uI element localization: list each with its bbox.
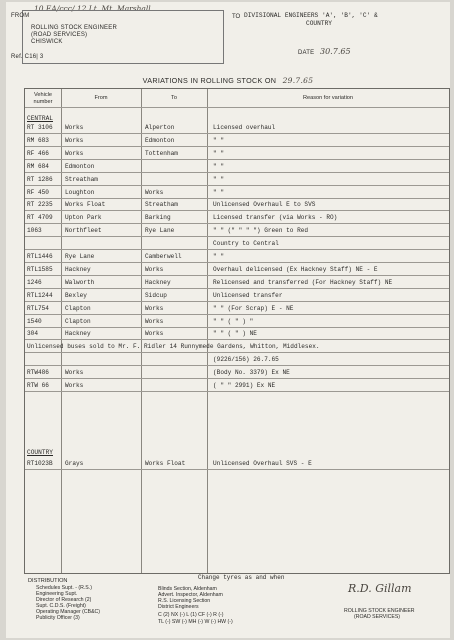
cell-reason: " " — [213, 162, 224, 170]
signature-title-1: ROLLING STOCK ENGINEER — [344, 608, 415, 614]
cell-from: Clapton — [65, 304, 91, 312]
cell-reason: ( " " 2991) Ex NE — [213, 382, 276, 389]
cell-from: Rye Lane — [65, 253, 95, 260]
header-from: From — [94, 95, 108, 101]
cell-to: Works — [145, 330, 164, 338]
cell-reason: (Body No. 3379) Ex NE — [213, 369, 290, 377]
distribution-left-2: Engineering Supt. — [36, 591, 78, 597]
table-row — [25, 368, 449, 378]
row-rule — [25, 378, 449, 379]
cell-from: Works — [65, 382, 84, 389]
row-rule — [25, 223, 449, 224]
table-row — [25, 355, 449, 365]
row-rule — [25, 185, 449, 186]
cell-vehicle: RTL1446 — [27, 253, 53, 260]
section-title-central: CENTRAL — [27, 115, 53, 122]
cell-to: Works — [145, 317, 164, 325]
cell-to: Works Float — [145, 460, 186, 467]
table-row — [25, 200, 449, 210]
cell-reason: " " — [213, 188, 224, 196]
signature-title-2: (ROAD SERVICES) — [354, 614, 401, 620]
cell-from: Works — [65, 124, 84, 131]
row-rule — [25, 301, 449, 302]
cell-vehicle: 1063 — [27, 227, 42, 235]
title-prefix: VARIATIONS IN ROLLING STOCK ON — [142, 76, 277, 85]
date-value: 30.7.65 — [320, 47, 351, 56]
cell-from: Works — [65, 136, 84, 144]
cell-from: Clapton — [65, 317, 91, 325]
from-line-3: CHISWICK — [31, 39, 63, 45]
cell-to: Streatham — [145, 201, 178, 209]
cell-reason: " " — [213, 253, 224, 260]
cell-reason: (9226/156) 26.7.65 — [213, 356, 279, 364]
cell-reason: " " — [213, 175, 224, 183]
cell-vehicle: RF 450 — [27, 188, 49, 196]
cell-reason: Overhaul delicensed (Ex Hackney Staff) NE - E — [213, 265, 378, 273]
row-rule — [25, 172, 449, 173]
cell-from: Walworth — [65, 278, 95, 286]
header-divider — [25, 107, 449, 108]
to-label: TO — [232, 14, 241, 20]
distribution-left-6: Publicity Officer (3) — [36, 615, 80, 621]
cell-from: Works — [65, 369, 84, 377]
cell-to: Alperton — [145, 124, 175, 131]
cell-reason: Licensed overhaul — [213, 124, 276, 131]
row-rule — [25, 314, 449, 315]
cell-vehicle: RF 466 — [27, 149, 49, 157]
row-rule — [25, 198, 449, 199]
row-rule — [25, 210, 449, 211]
cell-vehicle: RM 683 — [27, 136, 49, 144]
cell-reason: " " — [213, 136, 224, 144]
cell-to: Works — [145, 304, 164, 312]
distribution-mid-3: R.S. Licensing Section — [158, 598, 211, 604]
table-row — [25, 278, 449, 288]
row-rule — [25, 339, 449, 340]
from-line-2: (ROAD SERVICES) — [31, 32, 88, 38]
table-row — [25, 213, 449, 223]
distribution-title: DISTRIBUTION — [28, 578, 68, 584]
row-rule — [25, 391, 449, 392]
handwritten-reference: 10 EA/ccc/ 12 Lt. Mt. Marshall — [34, 4, 151, 13]
distribution-left-3: Director of Research (2) — [36, 597, 92, 603]
cell-reason: Unlicensed transfer — [213, 291, 283, 299]
cell-vehicle: RT1023B — [27, 460, 53, 467]
ref-number: Ref. C16| 3 — [11, 54, 44, 60]
cell-from: Edmonton — [65, 162, 95, 170]
cell-to: Edmonton — [145, 136, 175, 144]
cell-vehicle: Unlicensed buses sold to Mr. F. Ridler 14 Runnymede Gardens, Whitton, Middlesex. — [27, 343, 320, 351]
table-row — [25, 342, 449, 352]
cell-vehicle: 1246 — [27, 278, 42, 286]
cell-vehicle: RTL1244 — [27, 291, 53, 299]
table-row — [25, 329, 449, 339]
title-date: 29.7.65 — [282, 76, 314, 85]
header-vehicle: Vehicle number — [33, 92, 53, 105]
distribution-mid-4: District Engineers — [158, 604, 199, 610]
cell-vehicle: 304 — [27, 330, 38, 338]
row-rule — [25, 365, 449, 366]
table-row — [25, 188, 449, 198]
cell-reason: " " (" " " ") Green to Red — [213, 227, 309, 235]
cell-to: Works — [145, 265, 164, 273]
table-row — [25, 175, 449, 185]
table-row — [25, 252, 449, 262]
cell-from: Upton Park — [65, 214, 102, 222]
distribution-left-4: Supt. C.D.S. (Freight) — [36, 603, 86, 609]
cell-reason: Country to Central — [213, 240, 279, 248]
cell-from: Works Float — [65, 201, 106, 209]
table-row — [25, 459, 449, 469]
cell-vehicle: RTW486 — [27, 369, 49, 377]
cell-to: Sidcup — [145, 291, 167, 299]
from-label: FROM — [11, 13, 30, 19]
distribution-mid-5: C (2) NX (-) L (1) CF (-) R (-) — [158, 612, 224, 618]
table-row — [25, 239, 449, 249]
row-rule — [25, 288, 449, 289]
to-line-2: COUNTRY — [306, 20, 332, 27]
cell-reason: Relicensed and transferred (For Hackney Staff) NE — [213, 278, 393, 286]
distribution-footer — [28, 574, 448, 638]
row-rule — [25, 133, 449, 134]
cell-from: Hackney — [65, 265, 91, 273]
table-row — [25, 317, 449, 327]
table-row — [25, 381, 449, 391]
cell-vehicle: 1540 — [27, 317, 42, 325]
cell-reason: " " ( " ) NE — [213, 330, 257, 338]
header-reason: Reason for variation — [302, 95, 354, 101]
table-row — [25, 291, 449, 301]
cell-from: Hackney — [65, 330, 91, 338]
table-row — [25, 304, 449, 314]
row-rule — [25, 146, 449, 147]
table-row — [25, 149, 449, 159]
row-rule — [25, 275, 449, 276]
row-rule — [25, 469, 449, 470]
row-rule — [25, 262, 449, 263]
cell-reason: " " (For Scrap) E - NE — [213, 304, 294, 312]
cell-to: Camberwell — [145, 253, 182, 260]
cell-reason: " " — [213, 149, 224, 157]
table-row — [25, 123, 449, 133]
row-rule — [25, 352, 449, 353]
distribution-mid-6: TL (-) SW (-) MH (-) W (-) HW (-) — [158, 619, 233, 625]
variations-table — [24, 88, 450, 574]
table-row — [25, 136, 449, 146]
distribution-left-1: Schedules Supt. - (R.S.) — [36, 585, 92, 591]
cell-reason: Licensed transfer (via Works - RO) — [213, 214, 338, 222]
cell-vehicle: RT 1286 — [27, 175, 53, 183]
cell-from: Bexley — [65, 291, 87, 299]
cell-vehicle: RTL1585 — [27, 265, 53, 273]
row-rule — [25, 249, 449, 250]
row-rule — [25, 236, 449, 237]
distribution-left-5: Operating Manager (CB&C) — [36, 609, 101, 615]
from-box — [11, 10, 224, 64]
section-title-country: COUNTRY — [27, 449, 53, 456]
header-to: To — [171, 95, 177, 101]
cell-reason: Unlicensed Overhaul E to SVS — [213, 201, 316, 209]
date-label: DATE — [298, 50, 315, 56]
to-line-1: DIVISIONAL ENGINEERS 'A', 'B', 'C' & — [244, 12, 378, 19]
cell-vehicle: RTW 66 — [27, 382, 49, 389]
cell-to: Tottenham — [145, 149, 178, 157]
cell-to: Works — [145, 188, 164, 196]
cell-vehicle: RT 2235 — [27, 201, 53, 209]
row-rule — [25, 327, 449, 328]
cell-reason: " " ( " ) " — [213, 317, 254, 325]
cell-from: Loughton — [65, 188, 95, 196]
document-page — [6, 2, 450, 638]
cell-from: Streatham — [65, 175, 98, 183]
distribution-mid-2: Advert. Inspector, Aldenham — [158, 592, 223, 598]
page-title — [6, 76, 450, 85]
cell-to: Rye Lane — [145, 227, 175, 235]
cell-vehicle: RTL754 — [27, 304, 49, 312]
distribution-mid-1: Blinds Section, Aldenham — [158, 586, 217, 592]
table-row — [25, 226, 449, 236]
from-line-1: ROLLING STOCK ENGINEER — [31, 25, 117, 31]
cell-vehicle: RT 3106 — [27, 124, 53, 131]
cell-from: Works — [65, 149, 84, 157]
cell-from: Grays — [65, 460, 84, 467]
cell-vehicle: RT 4709 — [27, 214, 53, 222]
row-rule — [25, 159, 449, 160]
cell-reason: Unlicensed Overhaul SVS - E — [213, 460, 312, 467]
table-row — [25, 162, 449, 172]
tyres-note: Change tyres as and when — [198, 574, 285, 581]
table-row — [25, 265, 449, 275]
cell-to: Barking — [145, 214, 171, 222]
signature: R.D. Gillam — [348, 582, 412, 595]
cell-from: Northfleet — [65, 227, 102, 235]
cell-to: Hackney — [145, 278, 171, 286]
cell-vehicle: RM 684 — [27, 162, 49, 170]
